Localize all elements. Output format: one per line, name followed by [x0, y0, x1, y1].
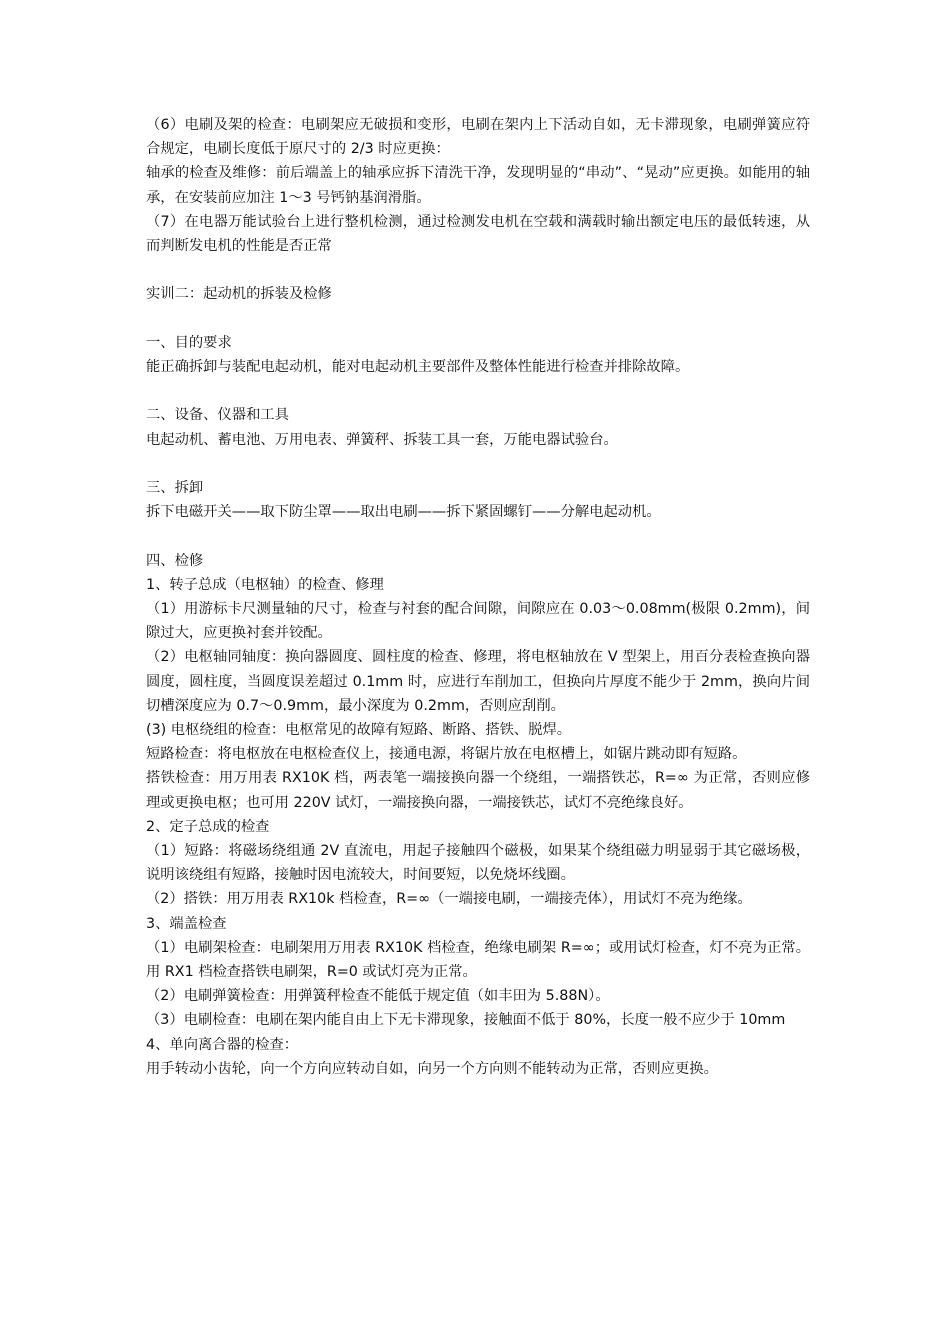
blank-line — [146, 452, 810, 476]
blank-line — [146, 307, 810, 331]
paragraph-bearing-check: 轴承的检查及维修：前后端盖上的轴承应拆下清洗干净，发现明显的“串动”、“晃动”应更换。如能用的轴承，在安装前应加注 1～3 号钙钠基润滑脂。 — [146, 165, 810, 206]
disassembly-text: 拆下电磁开关——取下防尘罩——取出电刷——拆下紧固螺钉——分解电起动机。 — [146, 504, 661, 521]
item-rotor-ground-check: 搭铁检查：用万用表 RX10K 档，两表笔一端接换向器一个绕组，一端搭铁芯，R=∞ 为正常，否则应修理或更换电枢；也可用 220V 试灯，一端接换向器，一端接铁芯，试灯不亮绝缘良好。 — [146, 770, 810, 811]
item-clutch-heading: 4、单向离合器的检查： — [146, 1036, 299, 1053]
item-rotor-winding: (3) 电枢绕组的检查：电枢常见的故障有短路、断路、搭铁、脱焊。 — [146, 722, 572, 738]
section-title-starter: 实训二：起动机的拆装及检修 — [146, 286, 332, 303]
objectives-text: 能正确拆卸与装配电起动机，能对电起动机主要部件及整体性能进行检查并排除故障。 — [146, 359, 690, 375]
item-endcap-brush-spring: （2）电刷弹簧检查：用弹簧秤检查不能低于规定值（如丰田为 5.88N）。 — [146, 988, 610, 1005]
item-rotor-coaxiality: （2）电枢轴同轴度：换向器圆度、圆柱度的检查、修理，将电枢轴放在 V 型架上，用百分表检查换向器圆度，圆柱度，当圆度误差超过 0.1mm 时，应进行车削加工，但换向片厚度不能少于 2mm，换向片间切槽深度应为 0.7～0.9mm，最小深度为 0.2mm，否则应刮削。 — [146, 649, 810, 714]
item-endcap-brush: （3）电刷检查：电刷在架内能自由上下无卡滞现象，接触面不低于 80%，长度一般不应少于 10mm — [146, 1012, 786, 1029]
item-rotor-short-check: 短路检查：将电枢放在电枢检查仪上，接通电源，将锯片放在电枢槽上，如锯片跳动即有短路。 — [146, 746, 747, 763]
item-stator-heading: 2、定子总成的检查 — [146, 818, 270, 835]
document-body — [146, 113, 810, 1081]
equipment-text: 电起动机、蓄电池、万用电表、弹簧秤、拆装工具一套，万能电器试验台。 — [146, 431, 618, 448]
heading-disassembly: 三、拆卸 — [146, 479, 204, 496]
item-stator-short: （1）短路：将磁场绕组通 2V 直流电，用起子接触四个磁极，如果某个绕组磁力明显弱于其它磁场极，说明该绕组有短路，接触时因电流较大，时间要短，以免烧坏线圈。 — [146, 843, 810, 884]
paragraph-test-bench-check: （7）在电器万能试验台上进行整机检测，通过检测发电机在空载和满载时输出额定电压的最低转速，从而判断发电机的性能是否正常 — [146, 213, 810, 255]
paragraph-brush-holder-check: （6）电刷及架的检查：电刷架应无破损和变形，电刷在架内上下活动自如，无卡滞现象，电刷弹簧应符合规定，电刷长度低于原尺寸的 2/3 时应更换： — [146, 117, 810, 158]
blank-line — [146, 524, 810, 548]
item-endcap-brush-holder: （1）电刷架检查：电刷架用万用表 RX10K 档检查，绝缘电刷架 R=∞；或用试灯检查，灯不亮为正常。用 RX1 档检查搭铁电刷架，R=0 或试灯亮为正常。 — [146, 939, 810, 981]
item-clutch-text: 用手转动小齿轮，向一个方向应转动自如，向另一个方向则不能转动为正常，否则应更换。 — [146, 1060, 718, 1077]
heading-objectives: 一、目的要求 — [146, 334, 232, 351]
blank-line — [146, 258, 810, 282]
blank-line — [146, 379, 810, 403]
item-stator-ground: （2）搭铁：用万用表 RX10k 档检查，R=∞（一端接电刷，一端接壳体），用试灯不亮为绝缘。 — [146, 891, 752, 908]
heading-equipment: 二、设备、仪器和工具 — [146, 407, 289, 424]
item-rotor-heading: 1、转子总成（电枢轴）的检查、修理 — [146, 576, 384, 593]
item-endcap-heading: 3、端盖检查 — [146, 915, 227, 932]
heading-repair: 四、检修 — [146, 552, 204, 569]
item-rotor-clearance: （1）用游标卡尺测量轴的尺寸，检查与衬套的配合间隙，间隙应在 0.03～0.08mm(极限 0.2mm)，间隙过大，应更换衬套并铰配。 — [146, 600, 810, 642]
